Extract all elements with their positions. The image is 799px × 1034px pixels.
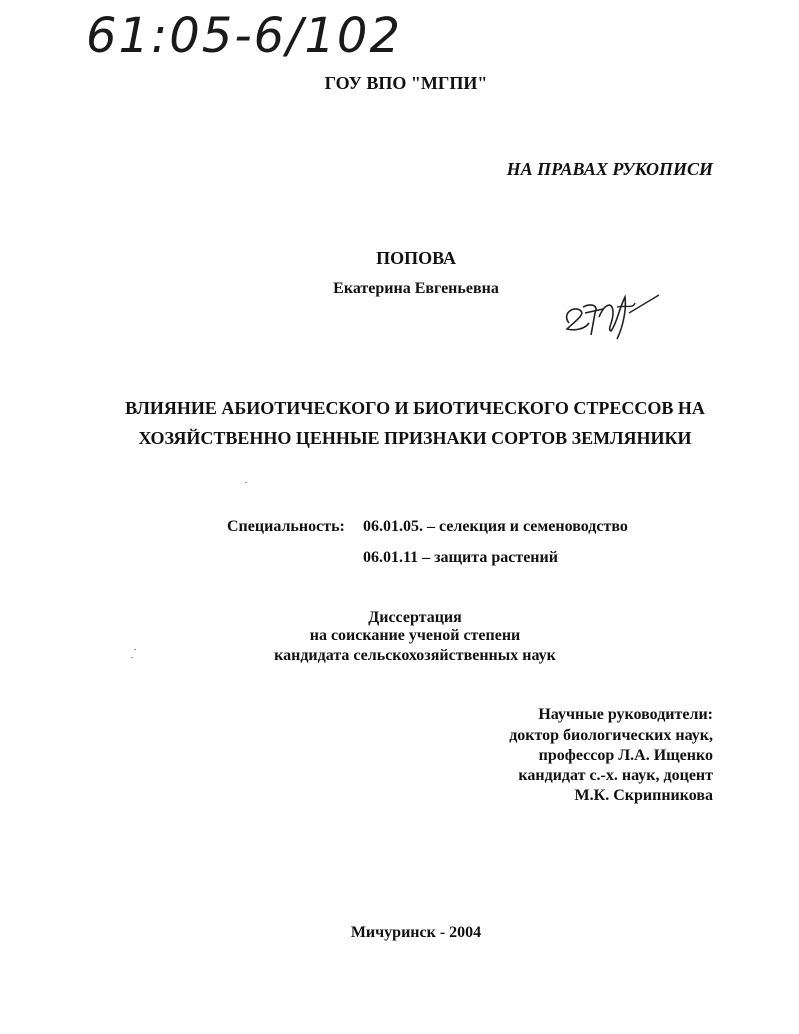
dissertation-purpose: на соискание ученой степени bbox=[309, 627, 521, 644]
dissertation-degree: кандидата сельскохозяйственных наук bbox=[274, 647, 556, 664]
scan-speck bbox=[131, 657, 133, 658]
supervisor-line: М.К. Скрипникова bbox=[574, 787, 713, 804]
specialty-item: 06.01.05. – селекция и семеноводство bbox=[363, 518, 628, 535]
author-signature bbox=[555, 283, 665, 349]
dissertation-type: Диссертация bbox=[368, 609, 462, 626]
thesis-title-line-2: ХОЗЯЙСТВЕННО ЦЕННЫЕ ПРИЗНАКИ СОРТОВ ЗЕМЛЯНИКИ bbox=[138, 428, 692, 448]
handwritten-archive-code bbox=[84, 6, 464, 64]
specialty-label: Специальность: bbox=[227, 518, 345, 535]
supervisor-line: кандидат с.-х. наук, доцент bbox=[518, 767, 713, 784]
author-surname: ПОПОВА bbox=[376, 248, 456, 268]
supervisor-line: профессор Л.А. Ищенко bbox=[538, 747, 713, 764]
manuscript-rights-note: НА ПРАВАХ РУКОПИСИ bbox=[506, 159, 713, 179]
supervisor-line: доктор биологических наук, bbox=[509, 727, 713, 744]
archive-code-text: 61:05-6/102 bbox=[86, 8, 402, 64]
author-given-names: Екатерина Евгеньевна bbox=[333, 280, 499, 297]
scan-speck bbox=[245, 482, 247, 483]
organization-name: ГОУ ВПО "МГПИ" bbox=[324, 73, 488, 93]
supervisors-heading: Научные руководители: bbox=[538, 706, 713, 723]
scan-speck bbox=[134, 649, 136, 650]
specialty-item: 06.01.11 – защита растений bbox=[363, 549, 558, 566]
place-and-year: Мичуринск - 2004 bbox=[350, 924, 482, 941]
thesis-title-line-1: ВЛИЯНИЕ АБИОТИЧЕСКОГО И БИОТИЧЕСКОГО СТРЕССОВ НА bbox=[125, 398, 705, 418]
